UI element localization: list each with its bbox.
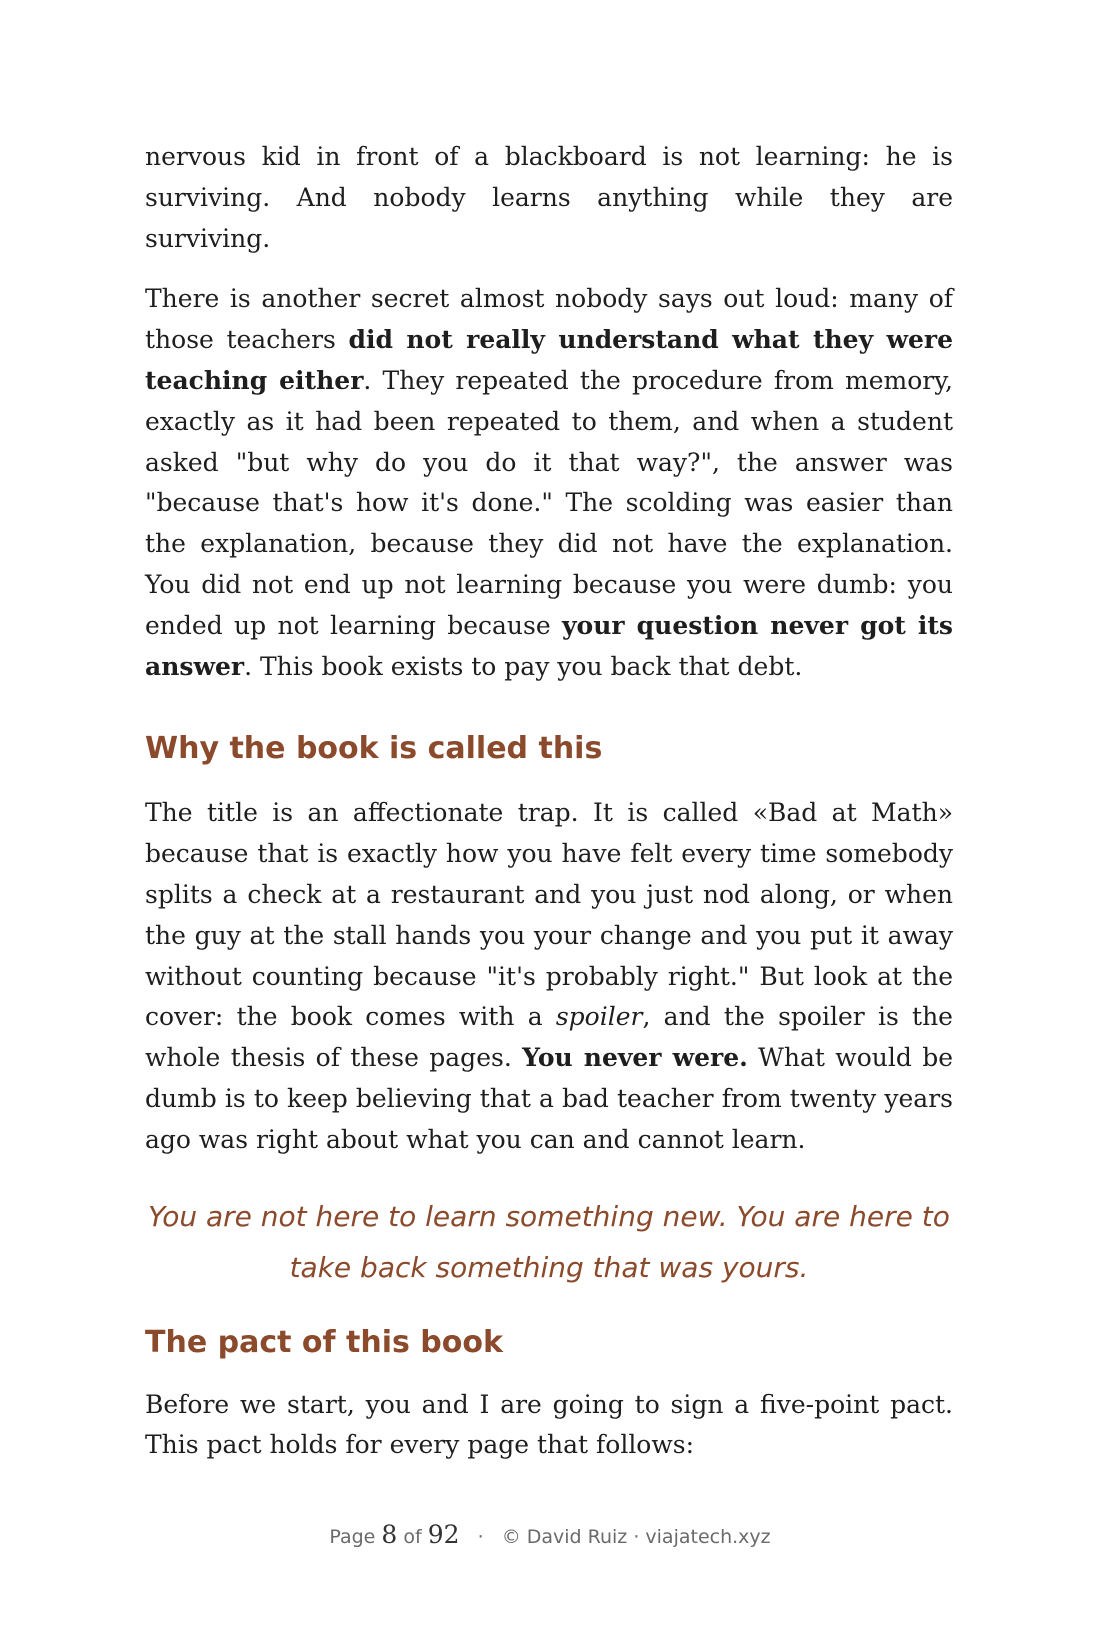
paragraph-text: There is another secret almost nobody says out loud: many of those teachers (145, 284, 953, 355)
paragraph-text: nervous kid in front of a blackboard is not learning: he is surviving. And nobody learns anything while they are surviving. (145, 142, 953, 253)
footer-separator: · (477, 1526, 484, 1548)
pull-quote (145, 1191, 953, 1293)
page-footer (0, 1520, 1100, 1552)
bold-text: did not really understand what they were teaching either (145, 325, 953, 395)
italic-text: spoiler (555, 1002, 643, 1032)
paragraph-text: The title is an affectionate trap. It is called «Bad at Math» because that is exactly how you have felt every time somebody splits a check at a restaurant and you just nod along, or when the guy at the stall hands you your change and you put it away without counting because "it's probably right." But look at the cover: the book comes with a (145, 798, 953, 1032)
paragraph-text: Before we start, you and I are going to sign a five-point pact. This pact holds for every page that follows: (145, 1389, 953, 1460)
body-paragraph (145, 279, 953, 687)
footer-credit: © David Ruiz · viajatech.xyz (501, 1526, 771, 1548)
bold-text: You never were. (522, 1043, 748, 1073)
body-paragraph (145, 137, 953, 259)
total-pages: 92 (427, 1520, 460, 1549)
section-heading: Why the book is called this (145, 731, 603, 767)
paragraph-text: . This book exists to pay you back that debt. (244, 651, 803, 681)
paragraph-text: . They repeated the procedure from memory, exactly as it had been repeated to them, and when a student asked "but why do you do it that way?", the answer was "because that's how it's done." The scolding was easier than the explanation, because they did not have the explanation. You did not end up not learning because you were dumb: you ended up not learning because (145, 365, 953, 640)
bold-text: your question never got its answer (145, 610, 954, 681)
page-label: Page (329, 1526, 376, 1548)
body-paragraph (145, 793, 953, 1160)
body-paragraph (145, 1385, 953, 1467)
paragraph-text: What would be dumb is to keep believing that a bad teacher from twenty years ago was right about what you can and cannot learn. (145, 1043, 954, 1154)
page-content (145, 137, 953, 1466)
section-heading: The pact of this book (145, 1324, 503, 1360)
paragraph-text: , and the spoiler is the whole thesis of these pages. (145, 1002, 953, 1073)
of-label: of (403, 1526, 422, 1548)
quote-line: take back something that was yours. (289, 1250, 809, 1284)
page-number: 8 (381, 1520, 398, 1549)
quote-line: You are not here to learn something new. You are here to (148, 1199, 950, 1233)
